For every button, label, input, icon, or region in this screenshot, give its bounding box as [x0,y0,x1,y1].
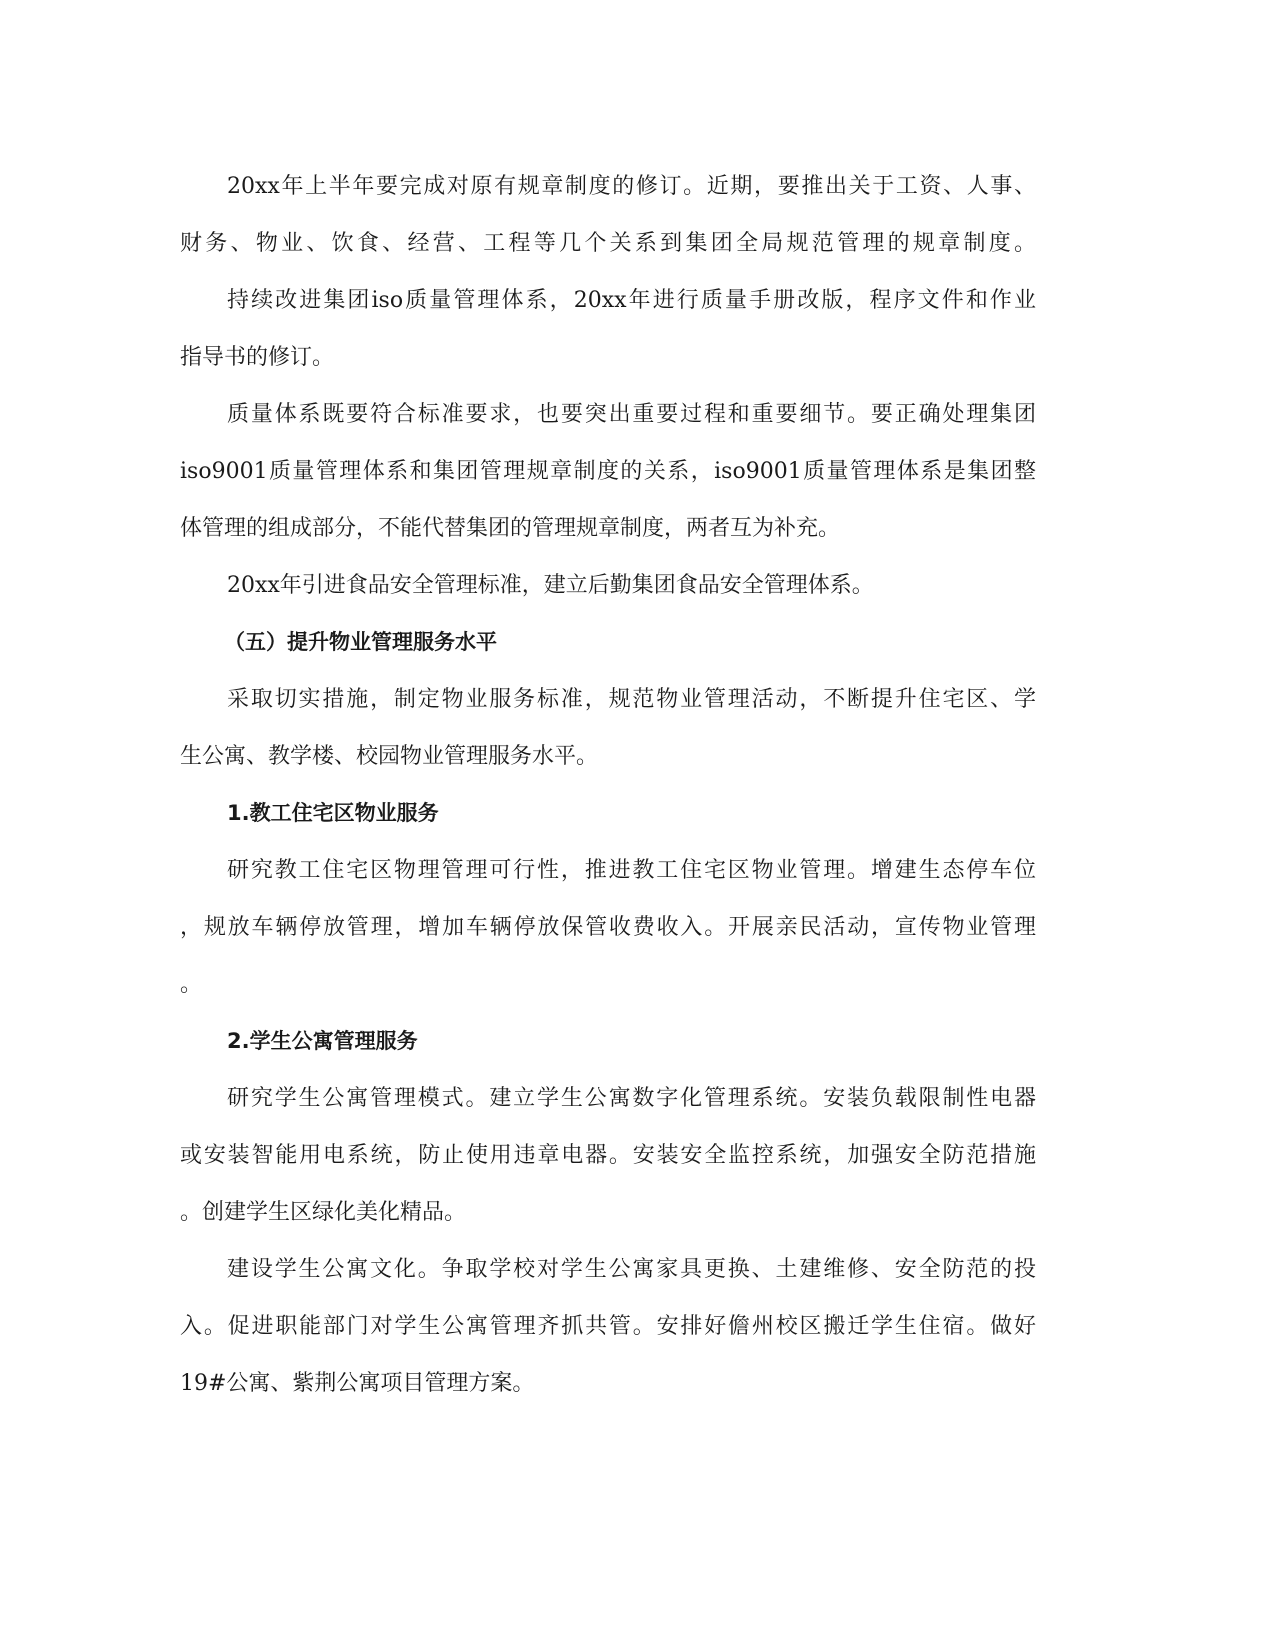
paragraph-faculty-housing [180,842,1036,1013]
paragraph-line: iso9001质量管理体系和集团管理规章制度的关系，iso9001质量管理体系是集团整 [180,459,1036,484]
paragraph-line: 或安装智能用电系统，防止使用违章电器。安装安全监控系统，加强安全防范措施 [180,1143,1036,1168]
paragraph-line: 建设学生公寓文化。争取学校对学生公寓家具更换、土建维修、安全防范的投 [227,1257,1036,1282]
subsection-heading-student-apartments [180,1013,1036,1070]
heading-text: 1.教工住宅区物业服务 [227,801,439,825]
paragraph-property-measures [180,671,1036,785]
paragraph-line: 指导书的修订。 [180,345,335,370]
paragraph-line: 20xx年上半年要完成对原有规章制度的修订。近期，要推出关于工资、人事、 [227,174,1036,199]
paragraph-line: 生公寓、教学楼、校园物业管理服务水平。 [180,744,599,769]
paragraph-line: 20xx年引进食品安全管理标准，建立后勤集团食品安全管理体系。 [227,573,874,598]
document-body [180,158,1036,1412]
paragraph-line: 19#公寓、紫荆公寓项目管理方案。 [180,1371,535,1396]
paragraph-iso-improvement [180,272,1036,386]
paragraph-line: 。创建学生区绿化美化精品。 [180,1200,467,1225]
paragraph-food-safety [180,557,1036,614]
paragraph-line: 财务、物业、饮食、经营、工程等几个关系到集团全局规范管理的规章制度。 [180,231,1036,256]
paragraph-line: 入。促进职能部门对学生公寓管理齐抓共管。安排好儋州校区搬迁学生住宿。做好 [180,1314,1036,1339]
paragraph-line: 质量体系既要符合标准要求，也要突出重要过程和重要细节。要正确处理集团 [227,402,1036,427]
heading-text: （五）提升物业管理服务水平 [224,630,497,654]
paragraph-line: 体管理的组成部分，不能代替集团的管理规章制度，两者互为补充。 [180,516,841,541]
paragraph-student-apartment-culture [180,1241,1036,1412]
paragraph-line: 。 [180,972,203,997]
paragraph-quality-system [180,386,1036,557]
heading-text: 2.学生公寓管理服务 [227,1029,418,1053]
paragraph-line: 采取切实措施，制定物业服务标准，规范物业管理活动，不断提升住宅区、学 [227,687,1036,712]
paragraph-line: 研究教工住宅区物理管理可行性，推进教工住宅区物业管理。增建生态停车位 [227,858,1036,883]
section-heading-property-management [180,614,1036,671]
paragraph-student-apartment-management [180,1070,1036,1241]
subsection-heading-faculty-housing [180,785,1036,842]
paragraph-line: 研究学生公寓管理模式。建立学生公寓数字化管理系统。安装负载限制性电器 [227,1086,1036,1111]
paragraph-line: ，规放车辆停放管理，增加车辆停放保管收费收入。开展亲民活动，宣传物业管理 [180,915,1036,940]
paragraph-line: 持续改进集团iso质量管理体系，20xx年进行质量手册改版，程序文件和作业 [227,288,1036,313]
paragraph-regulations [180,158,1036,272]
